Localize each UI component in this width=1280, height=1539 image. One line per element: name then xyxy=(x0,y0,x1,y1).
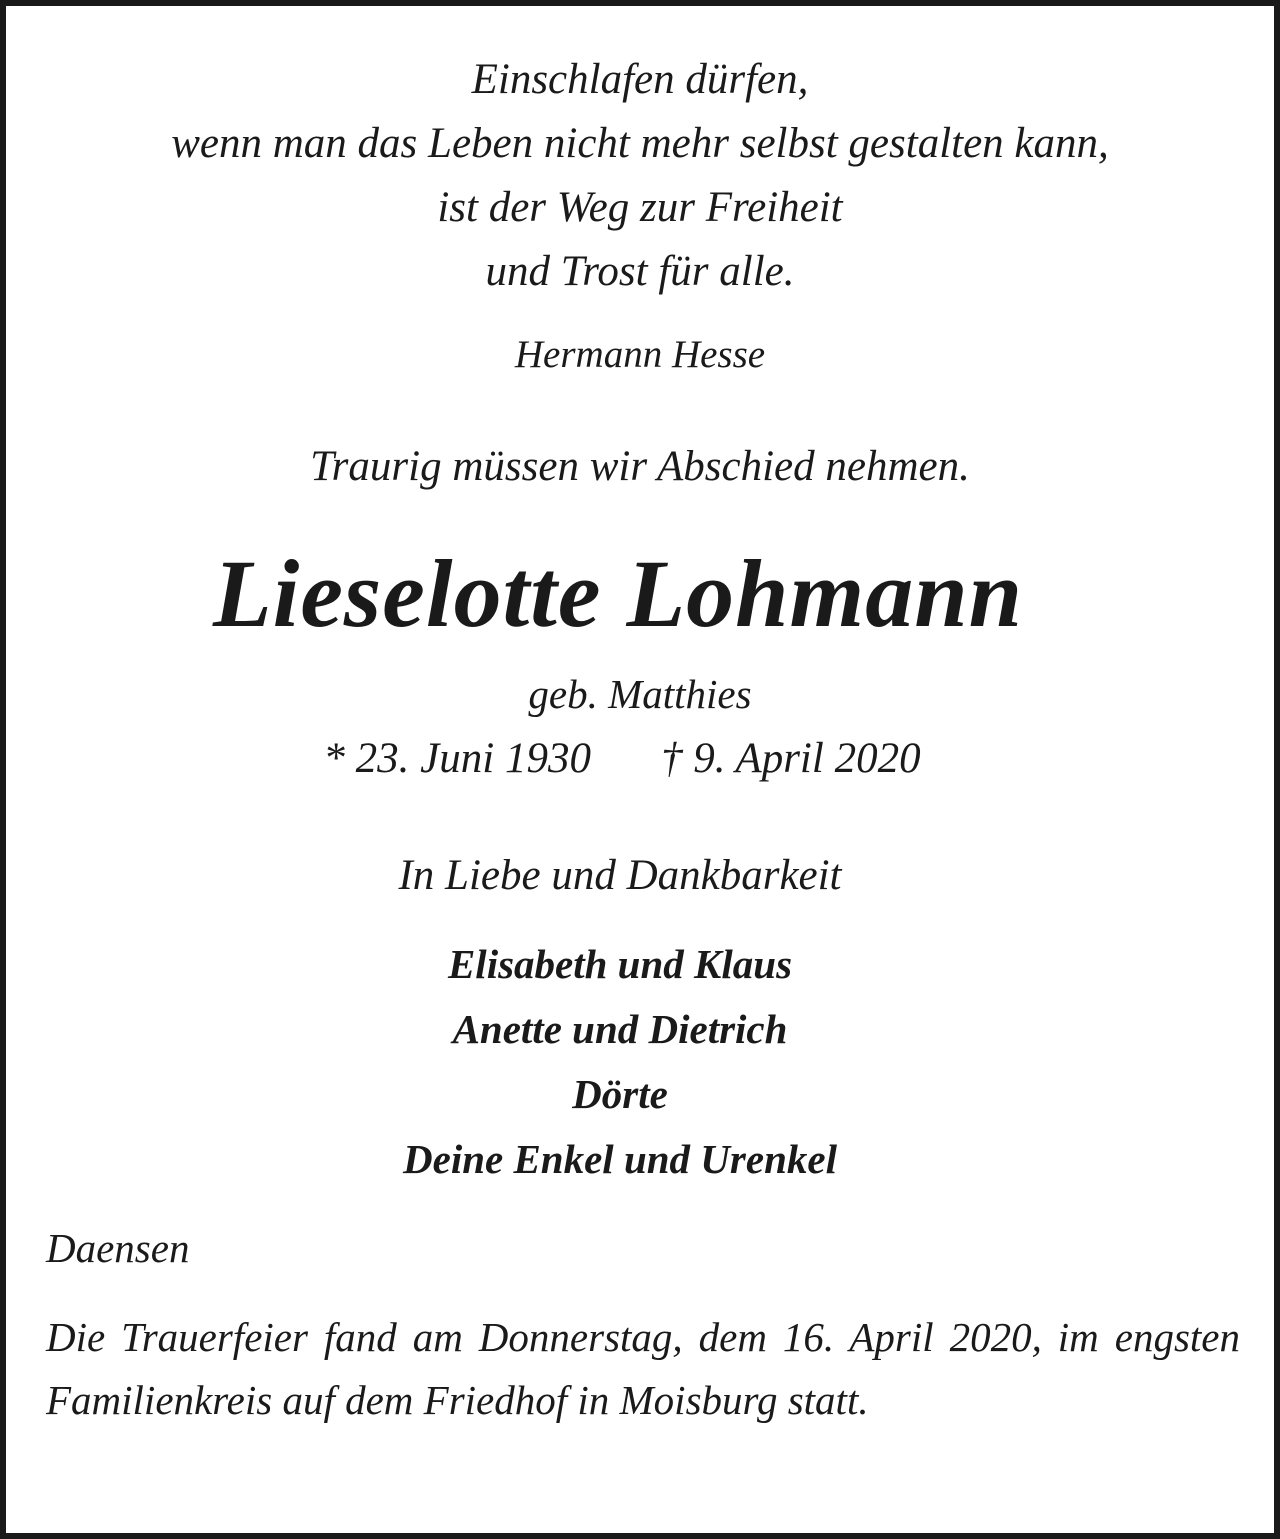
funeral-notice: Die Trauerfeier fand am Donnerstag, dem 16. April 2020, im engsten Familienkreis auf dem Friedhof in Moisburg statt. xyxy=(46,1314,1240,1423)
mourner-name: Deine Enkel und Urenkel xyxy=(403,1136,837,1182)
farewell-lead: Traurig müssen wir Abschied nehmen. xyxy=(310,443,970,490)
quote-line: Einschlafen dürfen, xyxy=(471,56,809,103)
deceased-name: Lieselotte Lohmann xyxy=(213,540,1023,647)
quote-author: Hermann Hesse xyxy=(514,333,766,376)
life-dates xyxy=(0,734,1256,783)
thanks-line: In Liebe und Dankbarkeit xyxy=(398,852,842,899)
quote-line: und Trost für alle. xyxy=(485,248,795,295)
death-date: † 9. April 2020 xyxy=(660,735,921,782)
quote-line: wenn man das Leben nicht mehr selbst gestalten kann, xyxy=(171,120,1109,167)
mourner-name: Anette und Dietrich xyxy=(452,1006,788,1052)
mourner-name: Dörte xyxy=(572,1071,668,1117)
born-name: geb. Matthies xyxy=(528,671,752,717)
birth-date: * 23. Juni 1930 xyxy=(323,735,591,782)
quote-line: ist der Weg zur Freiheit xyxy=(437,184,843,231)
mourner-name: Elisabeth und Klaus xyxy=(447,941,793,987)
place-name: Daensen xyxy=(46,1225,190,1271)
